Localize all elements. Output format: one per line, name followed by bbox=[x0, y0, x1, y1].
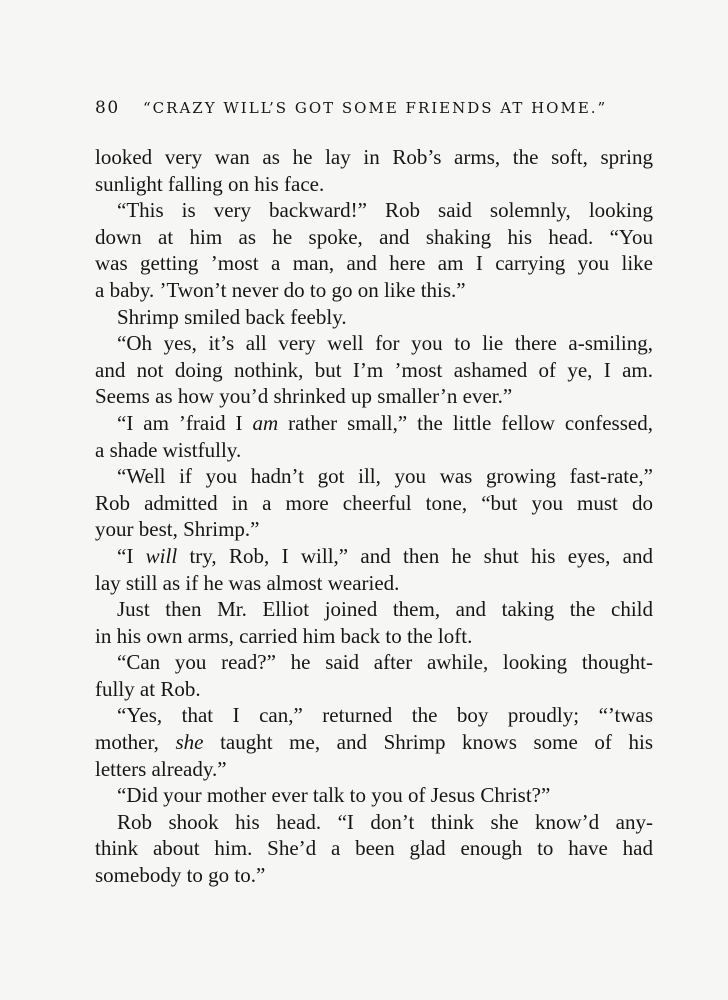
text-line: Shrimp smiled back feebly. bbox=[117, 304, 347, 329]
text-run: “I bbox=[117, 543, 146, 568]
text-run: try, Rob, I will,” and then he shut his eyes, and bbox=[177, 543, 653, 568]
text-line: somebody to go to.” bbox=[95, 863, 266, 888]
text-line: your best, Shrimp.” bbox=[95, 517, 260, 542]
page-header bbox=[95, 98, 655, 118]
text-line: think about him. She’d a been glad enough to have had bbox=[95, 836, 653, 861]
text-line: “This is very backward!” Rob said solemnly, looking bbox=[117, 198, 653, 223]
text-line: “Can you read?” he said after awhile, looking thought- bbox=[117, 650, 653, 675]
text-line: down at him as he spoke, and shaking his head. “You bbox=[95, 224, 653, 249]
text-line: “Oh yes, it’s all very well for you to lie there a-smiling, bbox=[117, 331, 653, 356]
text-line: “Well if you hadn’t got ill, you was growing fast-rate,” bbox=[117, 464, 653, 489]
text-run: rather small,” the little fellow confessed, bbox=[278, 410, 653, 435]
text-line: sunlight falling on his face. bbox=[95, 171, 325, 196]
text-line: was getting ’most a man, and here am I carrying you like bbox=[95, 251, 653, 276]
emphasis-text: am bbox=[252, 410, 279, 435]
emphasis-text: will bbox=[145, 543, 178, 568]
text-line: “Did your mother ever talk to you of Jesus Christ?” bbox=[117, 783, 551, 808]
text-line: Just then Mr. Elliot joined them, and taking the child bbox=[117, 597, 653, 622]
running-title: “CRAZY WILL’S GOT SOME FRIENDS AT HOME.” bbox=[143, 99, 608, 117]
text-run: taught me, and Shrimp knows some of his bbox=[203, 730, 653, 755]
body-text bbox=[95, 144, 653, 889]
text-run: mother, bbox=[95, 730, 176, 755]
page-number: 80 bbox=[95, 98, 120, 118]
text-line: Seems as how you’d shrinked up smaller’n ever.” bbox=[95, 384, 513, 409]
text-line: a shade wistfully. bbox=[95, 437, 242, 462]
text-line: letters already.” bbox=[95, 756, 227, 781]
text-run: “I am ’fraid I bbox=[117, 410, 253, 435]
text-line: Rob shook his head. “I don’t think she know’d any- bbox=[117, 809, 653, 834]
text-line: and not doing nothink, but I’m ’most ashamed of ye, I am. bbox=[95, 357, 653, 382]
text-line: “Yes, that I can,” returned the boy proudly; “’twas bbox=[117, 703, 653, 728]
text-line: fully at Rob. bbox=[95, 676, 201, 701]
text-line: in his own arms, carried him back to the loft. bbox=[95, 623, 473, 648]
text-line: looked very wan as he lay in Rob’s arms, the soft, spring bbox=[95, 145, 653, 169]
text-line: Rob admitted in a more cheerful tone, “but you must do bbox=[95, 490, 653, 515]
text-line bbox=[95, 729, 653, 756]
text-line: lay still as if he was almost wearied. bbox=[95, 570, 400, 595]
text-line: a baby. ’Twon’t never do to go on like this.” bbox=[95, 277, 466, 302]
text-line bbox=[95, 543, 653, 570]
emphasis-text: she bbox=[175, 730, 204, 755]
text-line bbox=[95, 410, 653, 437]
